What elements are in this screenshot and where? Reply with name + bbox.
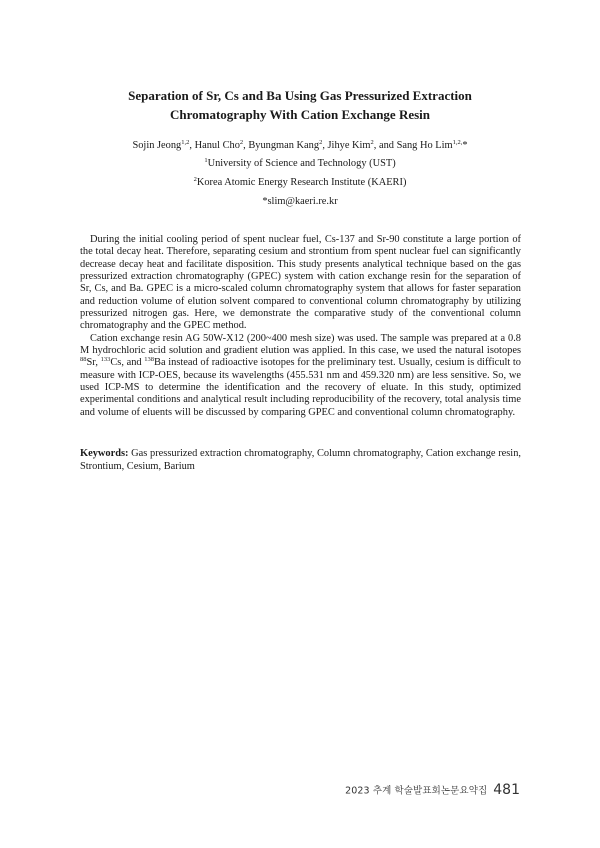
isotope-mass-number: 133 (100, 356, 111, 364)
affiliation-sup: 1 (204, 157, 208, 164)
author-name: Sojin Jeong (132, 140, 182, 151)
page-footer (345, 779, 520, 798)
keywords (80, 448, 521, 474)
isotope-mass-number: 138 (144, 356, 155, 364)
author-list (60, 139, 540, 153)
author-separator: , (322, 140, 328, 151)
keywords-list: Gas pressurized extraction chromatography, Column chromatography, Cation exchange resin, Strontium, Cesium, Barium (80, 448, 521, 472)
affiliation-1 (60, 157, 540, 171)
author-affiliation-sup: 2 (319, 139, 323, 146)
author-separator: , and (373, 140, 397, 151)
title-line-1: Separation of Sr, Cs and Ba Using Gas Pressurized Extraction (128, 88, 472, 103)
corresponding-author-mark: * (462, 140, 468, 151)
isotope-element: Ba (154, 357, 166, 369)
author-name: Sang Ho Lim (396, 140, 453, 151)
proceedings-title: 2023 추계 학술발표회논문요약집 (345, 785, 488, 797)
corresponding-email: *slim@kaeri.re.kr (262, 196, 338, 207)
keywords-label: Keywords: (80, 448, 129, 459)
author-name: Byungman Kang (248, 140, 320, 151)
author-separator: , (189, 140, 195, 151)
abstract-text: Cation exchange resin AG 50W-X12 (200~400 mesh size) was used. The sample was prepared at a 0.8 M hydrochloric acid solution and gradient elution was applied. In this case, we used the natural isotopes (80, 332, 521, 357)
author-affiliation-sup: 1,2 (181, 139, 190, 146)
author-name: Jihye Kim (327, 140, 371, 151)
abstract (80, 234, 521, 419)
affiliation-2 (60, 176, 540, 190)
author-name: Hanul Cho (194, 140, 240, 151)
paper-title (60, 86, 540, 124)
author-affiliation-sup: 2 (239, 139, 244, 146)
affiliation-sup: 2 (193, 176, 197, 183)
author-separator: , (243, 140, 249, 151)
isotope-element: Cs, and (110, 357, 145, 369)
affiliation-text: Korea Atomic Energy Research Institute (KAERI) (196, 177, 407, 188)
isotope-mass-number: 88 (80, 356, 87, 364)
abstract-paragraph-2 (80, 333, 521, 419)
affiliation-text: University of Science and Technology (UST) (207, 158, 396, 169)
author-affiliation-sup: 1,2, (452, 139, 463, 146)
author-affiliation-sup: 2 (370, 139, 374, 146)
abstract-paragraph-1: During the initial cooling period of spent nuclear fuel, Cs-137 and Sr-90 constitute a large portion of the total decay heat. Therefore, separating cesium and strontium from spent nuclear fuel can significantly decrease decay heat and facilitate disposition. This study presents analytical technique based on the gas pressurized extraction chromatography (GPEC) system with cation exchange resin for the separation of Sr, Cs, and Ba. GPEC is a micro-scaled column chromatography system that allows for faster separation and reduction volume of elution solvent compared to conventional column chromatography by utilizing pressurized nitrogen gas. Here, we demonstrate the comparative study of the conventional column chromatography and the GPEC method. (80, 234, 521, 332)
isotope-element: Sr, (86, 357, 101, 369)
title-line-2: Chromatography With Cation Exchange Resin (169, 107, 431, 122)
page-number: 481 (493, 781, 520, 798)
abstract-text: instead of radioactive isotopes for the preliminary test. Usually, cesium is difficult to measure with ICP-OES, because its wavelengths (455.531 nm and 459.320 nm) are less sensitive. So, we used ICP-MS to determine the identification and the recovery of eluate. In this study, optimized experimental conditions and analytical result including reproducibility of the recovery, total analysis time and volume of eluents will be discussed by comparing GPEC and conventional column chromatography. (80, 357, 521, 418)
